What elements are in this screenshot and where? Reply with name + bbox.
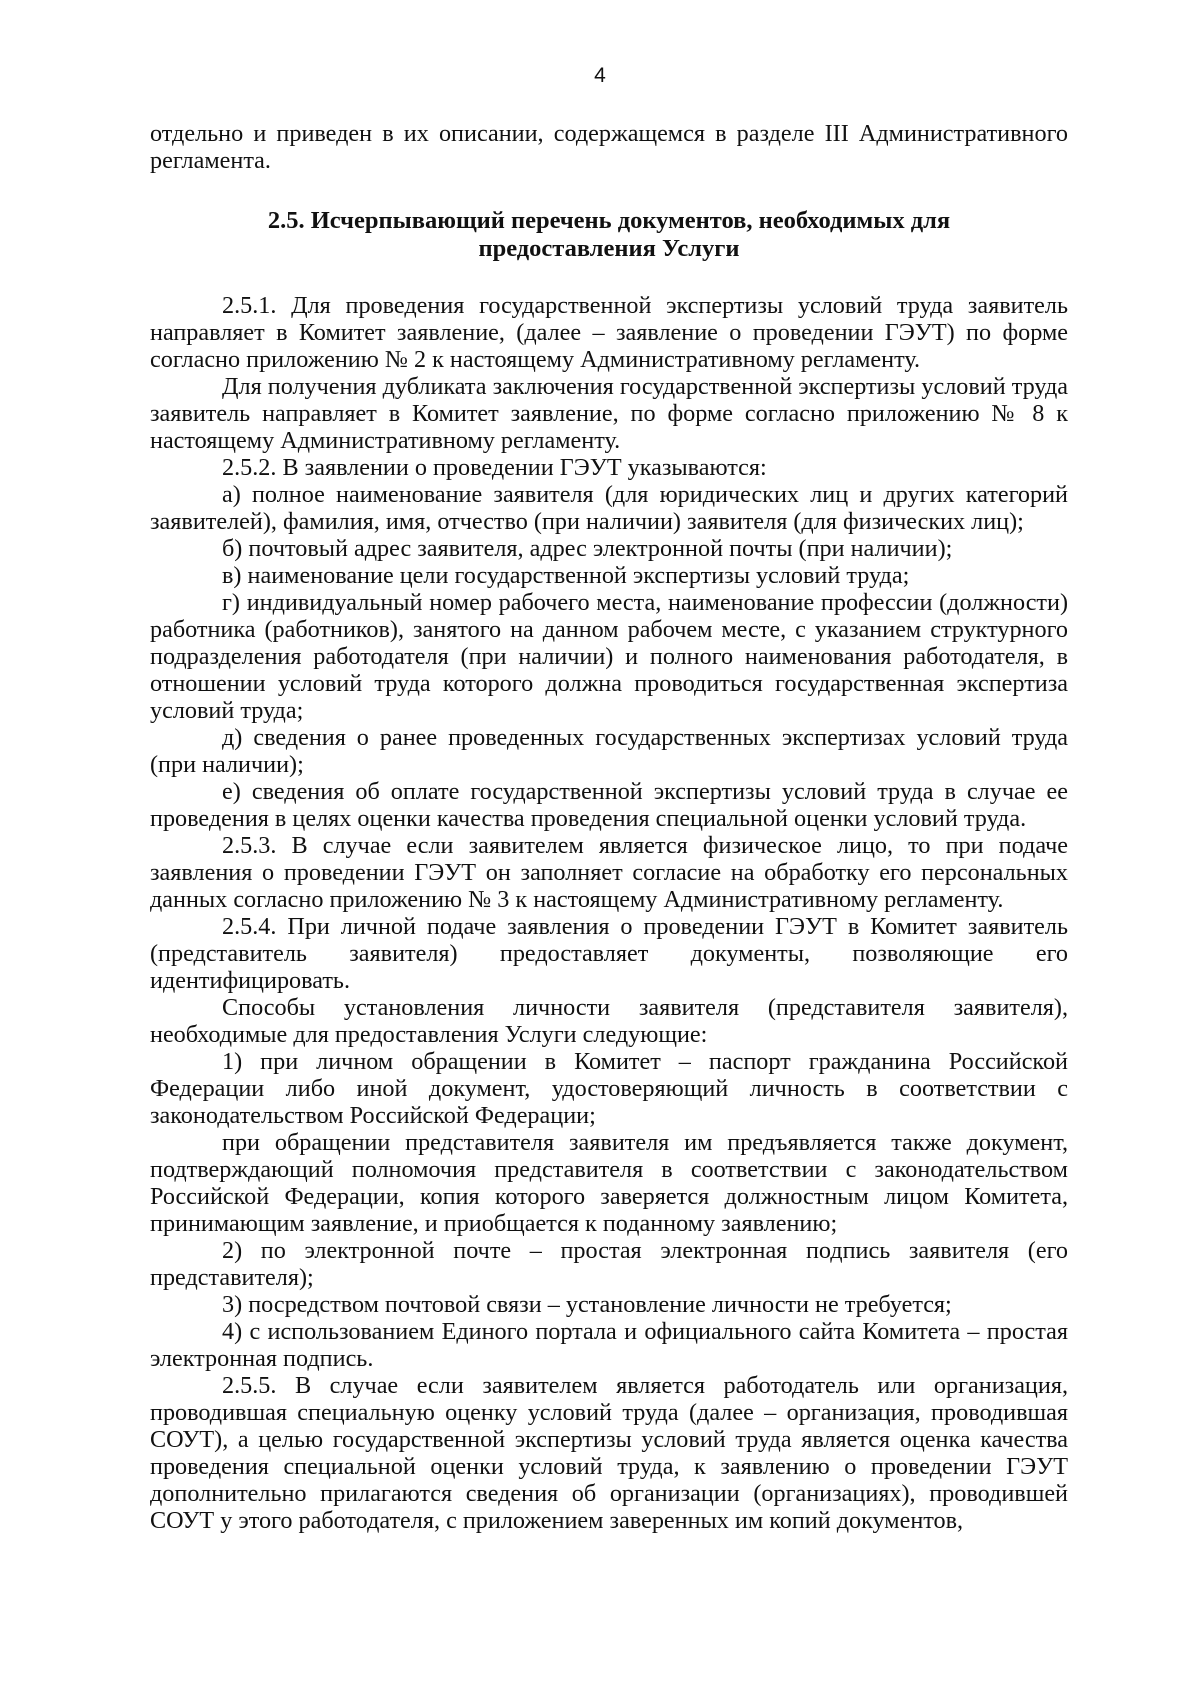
document-body [150,120,1068,1534]
list-item-2: 2) по электронной почте – простая электронная подпись заявителя (его представителя); [150,1237,1068,1291]
paragraph-2-5-5: 2.5.5. В случае если заявителем является работодатель или организация, проводившая специальную оценку условий труда (далее – организация, проводившая СОУТ), а целью государственной экспертизы условий труда является оценка качества проведения специальной оценки условий труда, к заявлению о проведении ГЭУТ дополнительно прилагаются сведения об организации (организациях), проводившей СОУТ у этого работодателя, с приложением заверенных им копий документов, [150,1372,1068,1534]
list-item-1: 1) при личном обращении в Комитет – паспорт гражданина Российской Федерации либо иной документ, удостоверяющий личность в соответствии с законодательством Российской Федерации; [150,1048,1068,1129]
paragraph-2-5-3: 2.5.3. В случае если заявителем является физическое лицо, то при подаче заявления о проведении ГЭУТ он заполняет согласие на обработку его персональных данных согласно приложению № 3 к настоящему Административному регламенту. [150,832,1068,913]
list-item-v: в) наименование цели государственной экспертизы условий труда; [222,562,910,589]
list-item-3: 3) посредством почтовой связи – установление личности не требуется; [222,1291,952,1318]
section-title [150,207,1068,263]
section-title-line: 2.5. Исчерпывающий перечень документов, необходимых для [267,207,951,234]
section-title-line: предоставления Услуги [478,235,740,262]
paragraph-2-5-4: 2.5.4. При личной подаче заявления о проведении ГЭУТ в Комитет заявитель (представитель заявителя) предоставляет документы, позволяющие его идентифицировать. [150,913,1068,994]
page-number: 4 [594,64,606,87]
intro-paragraph: отдельно и приведен в их описании, содержащемся в разделе III Административного регламента. [150,120,1068,174]
list-item-d: д) сведения о ранее проведенных государственных экспертизах условий труда (при наличии); [150,724,1068,778]
list-item-e: е) сведения об оплате государственной экспертизы условий труда в случае ее проведения в целях оценки качества проведения специальной оценки условий труда. [150,778,1068,832]
paragraph-identification-methods: Способы установления личности заявителя (представителя заявителя), необходимые для предоставления Услуги следующие: [150,994,1068,1048]
paragraph-2-5-2: 2.5.2. В заявлении о проведении ГЭУТ указываются: [222,454,767,481]
list-item-4: 4) с использованием Единого портала и официального сайта Комитета – простая электронная подпись. [150,1318,1068,1372]
paragraph-2-5-1: 2.5.1. Для проведения государственной экспертизы условий труда заявитель направляет в Комитет заявление, (далее – заявление о проведении ГЭУТ) по форме согласно приложению № 2 к настоящему Административному регламенту. [150,292,1068,373]
list-item-a: а) полное наименование заявителя (для юридических лиц и других категорий заявителей), фамилия, имя, отчество (при наличии) заявителя (для физических лиц); [150,481,1068,535]
paragraph-duplicate: Для получения дубликата заключения государственной экспертизы условий труда заявитель направляет в Комитет заявление, по форме согласно приложению № 8 к настоящему Административному регламенту. [150,373,1068,454]
paragraph-representative: при обращении представителя заявителя им предъявляется также документ, подтверждающий полномочия представителя в соответствии с законодательством Российской Федерации, копия которого заверяется должностным лицом Комитета, принимающим заявление, и приобщается к поданному заявлению; [150,1129,1068,1237]
list-item-g: г) индивидуальный номер рабочего места, наименование профессии (должности) работника (работников), занятого на данном рабочем месте, с указанием структурного подразделения работодателя (при наличии) и полного наименования работодателя, в отношении условий труда которого должна проводиться государственная экспертиза условий труда; [150,589,1068,724]
list-item-b: б) почтовый адрес заявителя, адрес электронной почты (при наличии); [222,535,953,562]
